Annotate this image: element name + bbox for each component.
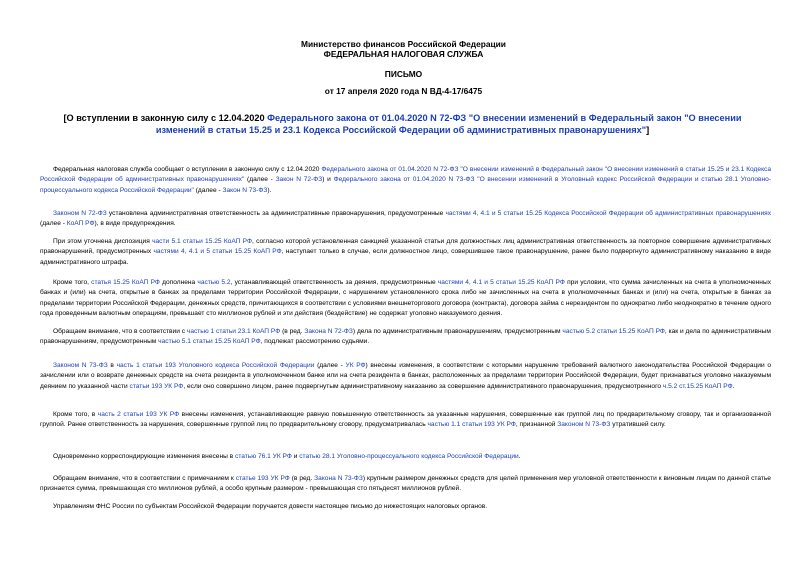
law-reference-link[interactable]: ч.5.2 ст.15.25 КоАП РФ bbox=[662, 382, 733, 390]
law-reference-link[interactable]: частями 4, 4.1 и 5 статьи 15.25 КоАП РФ bbox=[437, 279, 565, 286]
paragraph-text: ) и bbox=[322, 176, 334, 184]
service-name: ФЕДЕРАЛЬНАЯ НАЛОГОВАЯ СЛУЖБА bbox=[323, 49, 484, 59]
law-reference-link[interactable]: часть 2 статьи 193 УК РФ bbox=[97, 411, 180, 418]
law-reference-link[interactable]: Законом N 73-ФЗ bbox=[53, 362, 108, 369]
law-reference-link[interactable]: часть 1 статьи 193 Уголовного кодекса Российской Федерации bbox=[116, 362, 315, 369]
paragraph-9 bbox=[40, 474, 771, 495]
law-reference-link[interactable]: КоАП РФ bbox=[66, 220, 95, 228]
paragraph-text: , наступает только в случае, если должностное лицо, совершившее такое правонарушение, ранее было подвергнуто административному наказанию в виде административного штрафа. bbox=[40, 248, 771, 266]
law-reference-link[interactable]: Законом N 73-ФЗ bbox=[557, 421, 611, 429]
paragraph-text: установлена административная ответственность за административные правонарушения, предусмотренные bbox=[106, 210, 446, 217]
law-reference-link[interactable]: Федерального закона от 01.04.2020 N 72-ФЗ "О внесении изменений в Федеральный закон "О внесении изменений в статьи 15.25 и 23.1 Кодекса Российской Федерации об административных правонарушениях" bbox=[40, 166, 771, 184]
paragraph-4 bbox=[40, 278, 771, 319]
paragraph-text: Кроме того, bbox=[53, 279, 92, 286]
paragraph-text: ) внесены изменения, в соответствии с которыми нарушение требований валютного законодательства Российской Федерации о зачислении или о возврате денежных средств на счета резидента в уполномоченном банке или на счета резидента в банках, расположенных за пределами территории Российской Федерации, будет признаваться уголовно наказуемым деянием по указанной части bbox=[40, 362, 771, 390]
paragraph-text: , признанной bbox=[515, 421, 558, 429]
paragraph-text: Федеральная налоговая служба сообщает о вступлении в законную силу с 12.04.2020 bbox=[53, 166, 322, 173]
law-reference-link[interactable]: УК РФ bbox=[345, 362, 366, 369]
paragraph-text: Управлениям ФНС России по субъектам Российской Федерации поручается довести настоящее письмо до нижестоящих налоговых органов. bbox=[53, 503, 488, 510]
paragraph-1 bbox=[40, 165, 771, 196]
paragraph-text: ) дела по административным правонарушениям, предусмотренным bbox=[352, 328, 563, 335]
law-reference-link[interactable]: частями 4, 4.1 и 5 статьи 15.25 Кодекса Российской Федерации об административных правонарушениях bbox=[445, 210, 771, 217]
paragraph-text: Обращаем внимание, что в соответствии с примечанием к bbox=[53, 475, 236, 482]
title-close: ] bbox=[646, 125, 650, 135]
law-reference-link[interactable]: статьи 193 УК РФ bbox=[129, 382, 184, 390]
paragraph-text: ), в виде предупреждения. bbox=[94, 220, 176, 228]
paragraph-text: , если оно совершено лицом, ранее подвергнутым административному наказанию за совершение административного правонарушения, предусмотренного bbox=[183, 382, 663, 390]
paragraph-text: (далее - bbox=[314, 362, 346, 369]
paragraph-text: , подлежат рассмотрению судьями. bbox=[260, 338, 370, 346]
paragraph-8 bbox=[40, 452, 771, 462]
paragraph-text: дополнена bbox=[159, 279, 198, 286]
paragraph-text: При этом уточнена диспозиция bbox=[53, 238, 153, 245]
paragraph-text: (далее - bbox=[40, 220, 67, 228]
paragraph-text: в bbox=[107, 362, 117, 369]
law-reference-link[interactable]: частью 5.2 bbox=[197, 279, 231, 286]
paragraph-text: и bbox=[291, 453, 300, 460]
paragraph-text: . bbox=[518, 453, 521, 460]
law-reference-link[interactable]: статье 193 УК РФ bbox=[235, 475, 290, 482]
law-reference-link[interactable]: Закона N 72-ФЗ bbox=[304, 328, 353, 335]
paragraph-text: . bbox=[732, 382, 735, 390]
paragraph-text: ). bbox=[267, 186, 272, 194]
law-reference-link[interactable]: частями 4, 4.1 и 5 статьи 15.25 КоАП РФ bbox=[153, 248, 282, 256]
paragraph-text: Обращаем внимание, что в соответствии с bbox=[53, 328, 187, 335]
paragraph-2 bbox=[40, 209, 771, 230]
paragraph-10 bbox=[40, 502, 771, 512]
title-open: [О вступлении в законную силу с 12.04.2020 bbox=[63, 113, 268, 123]
paragraph-5 bbox=[40, 327, 771, 348]
ministry-name: Министерство финансов Российской Федерации bbox=[301, 39, 506, 49]
title-law-link[interactable]: Федерального закона от 01.04.2020 N 72-ФЗ "О внесении изменений в Федеральный закон "О внесении изменений в статьи 15.25 и 23.1 Кодекса Российской Федерации об административных правонарушениях" bbox=[155, 113, 742, 135]
law-reference-link[interactable]: Закона N 73-ФЗ bbox=[314, 475, 363, 482]
paragraph-text: при условии, что сумма зачисленных на счета в уполномоченных банках и (или) на счета, открытые в банках за пределами территории Российской Федерации, с нарушением установленного срока либо не зачисленных на счета в уполномоченных банках и (или) на счета, открытые в банках за пределами территории Российской Федерации, денежных средств, причитающихся в соответствии с условиями внешнеторгового договора (контракта), договора займа с нерезидентом по однократно либо неоднократно в течение одного года проведенным валютным операциям, превышает сто миллионов рублей и эти действия (бездействие) не содержат уголовно наказуемого деяния. bbox=[40, 279, 771, 317]
law-reference-link[interactable]: частью 1 статьи 23.1 КоАП РФ bbox=[186, 328, 281, 335]
law-reference-link[interactable]: статью 76.1 УК РФ bbox=[235, 453, 292, 460]
law-reference-link[interactable]: Законом N 72-ФЗ bbox=[53, 210, 107, 217]
paragraph-text: (далее - bbox=[244, 176, 276, 184]
document-type: ПИСЬМО bbox=[384, 69, 423, 79]
law-reference-link[interactable]: Федерального закона от 01.04.2020 N 73-ФЗ "О внесении изменений в Уголовный кодекс Российской Федерации и статью 28.1 Уголовно-процессуального кодекса Российской Федерации" bbox=[40, 176, 772, 194]
paragraph-3 bbox=[40, 237, 771, 268]
paragraph-text: , согласно которой установленная санкцией указанной статьи для должностных лиц административная ответственность за повторное совершение административных правонарушений, предусмотренных bbox=[40, 238, 771, 256]
paragraph-text: Кроме того, в bbox=[53, 411, 98, 418]
paragraph-text: (в ред. bbox=[289, 475, 315, 482]
paragraph-text: утратившей силу. bbox=[610, 421, 666, 429]
law-reference-link[interactable]: части 5.1 статьи 15.25 КоАП РФ bbox=[152, 238, 252, 245]
law-reference-link[interactable]: Закон N 72-ФЗ bbox=[275, 176, 323, 184]
paragraph-7 bbox=[40, 410, 771, 431]
law-reference-link[interactable]: частью 1.1 статьи 193 УК РФ bbox=[427, 421, 516, 429]
paragraph-text: ) крупным размером денежных средств для целей применения мер уголовной ответственности к виновным лицам по данной статье признается сумма, превышающая сто миллионов рублей, а особо крупным размером - превышающая сто пятьдесят миллионов рублей. bbox=[40, 475, 771, 493]
document-title bbox=[40, 112, 765, 136]
law-reference-link[interactable]: частью 5.2 статьи 15.25 КоАП РФ bbox=[562, 328, 665, 335]
paragraph-text: (далее - bbox=[193, 186, 223, 194]
law-reference-link[interactable]: статью 28.1 Уголовно-процессуального кодекса Российской Федерации bbox=[299, 453, 519, 460]
paragraph-text: внесены изменения, устанавливающие равную повышенную ответственность за указанные нарушения, совершенные как группой лиц по предварительному сговору, так и организованной группой. Ранее ответственность за нарушения, совершенные группой лиц по предварительному сговору, предусматривалась bbox=[40, 411, 772, 429]
paragraph-text: Одновременно корреспондирующие изменения внесены в bbox=[53, 453, 236, 460]
law-reference-link[interactable]: Закон N 73-ФЗ bbox=[222, 186, 268, 194]
paragraph-6 bbox=[40, 361, 771, 392]
law-reference-link[interactable]: частью 5.1 статьи 15.25 КоАП РФ bbox=[158, 338, 261, 346]
paragraph-text: , устанавливающей ответственность за деяния, предусмотренные bbox=[230, 279, 438, 286]
document-date-number: от 17 апреля 2020 года N ВД-4-17/6475 bbox=[324, 86, 483, 96]
law-reference-link[interactable]: статья 15.25 КоАП РФ bbox=[91, 279, 160, 286]
paragraph-text: , как и дела по административным правонарушениям, предусмотренным bbox=[40, 328, 771, 346]
paragraph-text: (в ред. bbox=[280, 328, 305, 335]
